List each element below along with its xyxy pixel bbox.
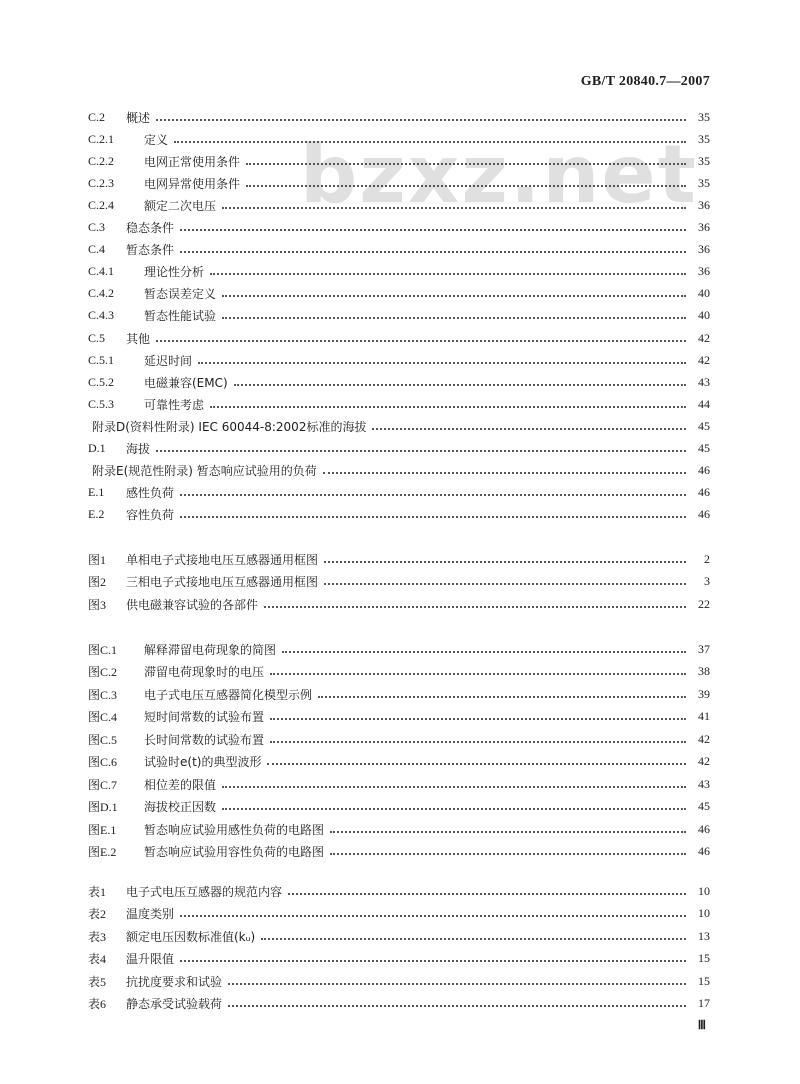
toc-entry[interactable] bbox=[88, 240, 710, 260]
dot-leader bbox=[180, 515, 686, 518]
entry-page-number: 46 bbox=[698, 844, 710, 858]
dot-leader bbox=[267, 762, 686, 765]
entry-title: 理论性分析 bbox=[144, 265, 205, 280]
entry-title: 电磁兼容(EMC) bbox=[144, 375, 228, 390]
entry-title: 附录D(资料性附录) IEC 60044-8:2002标准的海拔 bbox=[92, 419, 367, 434]
toc-entry[interactable] bbox=[88, 729, 710, 749]
dot-leader bbox=[180, 959, 686, 962]
dot-leader bbox=[270, 740, 686, 743]
dot-leader bbox=[270, 672, 686, 675]
toc-entry[interactable] bbox=[88, 572, 710, 592]
dot-leader bbox=[246, 162, 686, 165]
entry-page-number: 10 bbox=[698, 906, 710, 920]
watermark: bzxz.net bbox=[300, 128, 698, 221]
dot-leader bbox=[210, 405, 686, 408]
dot-leader bbox=[288, 892, 686, 895]
page-number: Ⅲ bbox=[697, 1018, 706, 1032]
entry-title: 供电磁兼容试验的各部件 bbox=[126, 597, 259, 612]
entry-page-number: 40 bbox=[698, 286, 710, 301]
entry-page-number: 2 bbox=[704, 551, 710, 566]
entry-page-number: 36 bbox=[698, 220, 710, 234]
entry-page-number: 3 bbox=[704, 574, 710, 588]
entry-page-number: 36 bbox=[698, 197, 710, 212]
entry-number: C.2.2 bbox=[88, 153, 115, 168]
entry-number: 图C.4 bbox=[88, 710, 118, 724]
entry-number: C.5.1 bbox=[88, 352, 115, 367]
entry-title: 暂态响应试验用感性负荷的电路图 bbox=[144, 822, 325, 837]
toc-entry[interactable] bbox=[88, 151, 710, 171]
toc-entry[interactable] bbox=[88, 842, 710, 862]
entry-page-number: 41 bbox=[698, 709, 710, 723]
entry-title: 电子式电压互感器简化模型示例 bbox=[144, 687, 313, 702]
toc-entry[interactable] bbox=[88, 195, 710, 215]
entry-page-number: 35 bbox=[698, 153, 710, 168]
dot-leader bbox=[156, 449, 686, 452]
entry-title: 滞留电荷现象时的电压 bbox=[144, 665, 265, 679]
dot-leader bbox=[246, 184, 686, 187]
dot-leader bbox=[234, 383, 686, 386]
dot-leader bbox=[222, 785, 686, 788]
dot-leader bbox=[210, 272, 686, 275]
entry-number: 表2 bbox=[88, 907, 107, 921]
entry-page-number: 43 bbox=[698, 374, 710, 389]
entry-title: 额定二次电压 bbox=[144, 198, 217, 213]
dot-leader bbox=[264, 605, 686, 608]
entry-number: C.2.3 bbox=[88, 175, 115, 190]
toc-entry[interactable] bbox=[88, 505, 710, 525]
entry-title: 容性负荷 bbox=[126, 508, 175, 523]
toc-entry[interactable] bbox=[88, 904, 710, 924]
toc-entry[interactable] bbox=[88, 461, 710, 481]
entry-number: 图C.6 bbox=[88, 755, 118, 769]
entry-title: 抗扰度要求和试验 bbox=[126, 974, 223, 989]
toc-entry[interactable] bbox=[88, 707, 710, 727]
entry-title: 试验时e(t)的典型波形 bbox=[144, 755, 262, 769]
entry-page-number: 13 bbox=[698, 928, 710, 943]
entry-page-number: 44 bbox=[698, 396, 710, 411]
dot-leader bbox=[330, 852, 686, 855]
entry-title: 电网正常使用条件 bbox=[144, 154, 241, 169]
entry-number: E.2 bbox=[88, 507, 105, 522]
dot-leader bbox=[222, 206, 686, 209]
entry-page-number: 46 bbox=[698, 821, 710, 836]
entry-page-number: 35 bbox=[698, 109, 710, 124]
dot-leader bbox=[156, 118, 686, 121]
dot-leader bbox=[330, 830, 686, 833]
dot-leader bbox=[228, 982, 686, 985]
entry-page-number: 46 bbox=[698, 485, 710, 500]
entry-title: 解释滞留电荷现象的简图 bbox=[144, 642, 277, 657]
entry-title: 电子式电压互感器的规范内容 bbox=[126, 884, 283, 899]
entry-page-number: 22 bbox=[698, 596, 710, 611]
entry-page-number: 42 bbox=[698, 754, 710, 768]
entry-number: 表3 bbox=[88, 929, 107, 944]
toc-entry[interactable] bbox=[88, 797, 710, 817]
entry-number: C.2.4 bbox=[88, 197, 115, 212]
entry-number: C.2 bbox=[88, 109, 106, 124]
entry-page-number: 42 bbox=[698, 731, 710, 746]
toc-entry[interactable] bbox=[88, 483, 710, 503]
dot-leader bbox=[324, 560, 686, 563]
entry-number: 表1 bbox=[88, 884, 107, 899]
entry-number: C.4.3 bbox=[88, 308, 115, 323]
entry-number: C.5.2 bbox=[88, 374, 115, 389]
entry-number: 表4 bbox=[88, 952, 107, 966]
entry-number: 图3 bbox=[88, 597, 107, 612]
dot-leader bbox=[198, 361, 686, 364]
toc-entry[interactable] bbox=[88, 926, 710, 946]
entry-number: 图D.1 bbox=[88, 800, 118, 814]
toc-entry[interactable] bbox=[88, 639, 710, 659]
entry-number: D.1 bbox=[88, 441, 106, 455]
entry-title: 短时间常数的试验布置 bbox=[144, 710, 265, 724]
entry-number: C.4 bbox=[88, 242, 106, 257]
entry-title: 长时间常数的试验布置 bbox=[144, 732, 265, 747]
entry-page-number: 46 bbox=[698, 507, 710, 522]
entry-page-number: 46 bbox=[698, 463, 710, 478]
toc-entry[interactable] bbox=[88, 594, 710, 614]
toc-entry[interactable] bbox=[88, 394, 710, 414]
entry-title: 温度类别 bbox=[126, 907, 175, 921]
entry-title: 相位差的限值 bbox=[144, 777, 217, 792]
dot-leader bbox=[228, 1004, 686, 1007]
entry-title: 海拔校正因数 bbox=[144, 800, 217, 814]
toc-entry[interactable] bbox=[88, 684, 710, 704]
toc-entry[interactable] bbox=[88, 328, 710, 348]
toc-entry[interactable] bbox=[88, 306, 710, 326]
entry-title: 温升限值 bbox=[126, 952, 175, 966]
toc-entry[interactable] bbox=[88, 416, 710, 436]
toc-entry[interactable] bbox=[88, 971, 710, 991]
entry-title: 感性负荷 bbox=[126, 486, 175, 501]
entry-number: 图E.1 bbox=[88, 822, 117, 837]
dot-leader bbox=[270, 717, 686, 720]
entry-number: C.5.3 bbox=[88, 396, 115, 411]
entry-page-number: 45 bbox=[698, 799, 710, 813]
toc-entry[interactable] bbox=[88, 350, 710, 370]
entry-title: 其他 bbox=[126, 331, 151, 346]
toc-entry[interactable] bbox=[88, 774, 710, 794]
toc-entry[interactable] bbox=[88, 819, 710, 839]
entry-title: 三相电子式接地电压互感器通用框图 bbox=[126, 575, 319, 589]
dot-leader bbox=[222, 316, 686, 319]
entry-title: 概述 bbox=[126, 110, 151, 125]
entry-number: 图2 bbox=[88, 575, 107, 589]
dot-leader bbox=[261, 937, 686, 940]
dot-leader bbox=[180, 250, 686, 253]
entry-title: 单相电子式接地电压互感器通用框图 bbox=[126, 552, 319, 567]
entry-title: 延迟时间 bbox=[144, 353, 193, 368]
entry-page-number: 35 bbox=[698, 175, 710, 190]
entry-page-number: 40 bbox=[698, 308, 710, 323]
entry-page-number: 39 bbox=[698, 686, 710, 701]
toc-entry[interactable] bbox=[88, 549, 710, 569]
entry-title: 静态承受试验载荷 bbox=[126, 997, 223, 1011]
entry-number: 图C.1 bbox=[88, 642, 118, 657]
entry-page-number: 38 bbox=[698, 664, 710, 678]
entry-number: C.4.1 bbox=[88, 264, 115, 279]
dot-leader bbox=[180, 493, 686, 496]
entry-number: 图1 bbox=[88, 552, 107, 567]
entry-title: 暂态条件 bbox=[126, 243, 175, 258]
entry-title: 电网异常使用条件 bbox=[144, 176, 241, 191]
entry-title: 海拔 bbox=[126, 442, 151, 456]
entry-page-number: 15 bbox=[698, 973, 710, 988]
entry-page-number: 45 bbox=[698, 418, 710, 433]
dot-leader bbox=[180, 228, 686, 231]
dot-leader bbox=[318, 695, 686, 698]
dot-leader bbox=[372, 427, 686, 430]
entry-number: 图C.2 bbox=[88, 665, 118, 679]
entry-page-number: 17 bbox=[698, 996, 710, 1010]
entry-page-number: 45 bbox=[698, 441, 710, 455]
entry-number: 表6 bbox=[88, 997, 107, 1011]
entry-title: 定义 bbox=[144, 132, 169, 147]
entry-title: 可靠性考虑 bbox=[144, 397, 205, 412]
dot-leader bbox=[222, 294, 686, 297]
toc-entry[interactable] bbox=[88, 881, 710, 901]
toc-entry[interactable] bbox=[88, 994, 710, 1014]
toc-entry[interactable] bbox=[88, 218, 710, 238]
entry-title: 暂态误差定义 bbox=[144, 287, 217, 302]
dot-leader bbox=[222, 807, 686, 810]
entry-number: C.5 bbox=[88, 330, 106, 345]
dot-leader bbox=[323, 471, 686, 474]
entry-number: C.3 bbox=[88, 220, 106, 234]
toc-entry[interactable] bbox=[88, 372, 710, 392]
dot-leader bbox=[324, 582, 686, 585]
entry-title: 稳态条件 bbox=[126, 221, 175, 235]
entry-page-number: 15 bbox=[698, 951, 710, 965]
toc-entry[interactable] bbox=[88, 173, 710, 193]
entry-page-number: 36 bbox=[698, 264, 710, 279]
entry-page-number: 43 bbox=[698, 776, 710, 791]
entry-page-number: 36 bbox=[698, 242, 710, 257]
toc-entry[interactable] bbox=[88, 662, 710, 682]
entry-page-number: 37 bbox=[698, 641, 710, 656]
toc-entry[interactable] bbox=[88, 107, 710, 127]
toc-entry[interactable] bbox=[88, 949, 710, 969]
toc-entry[interactable] bbox=[88, 262, 710, 282]
toc-entry[interactable] bbox=[88, 752, 710, 772]
entry-title: 额定电压因数标准值(kᵤ) bbox=[126, 929, 256, 944]
dot-leader bbox=[282, 650, 686, 653]
entry-page-number: 35 bbox=[698, 131, 710, 146]
entry-number: 表5 bbox=[88, 974, 107, 989]
entry-page-number: 42 bbox=[698, 352, 710, 367]
entry-page-number: 10 bbox=[698, 883, 710, 898]
entry-page-number: 42 bbox=[698, 330, 710, 345]
entry-number: 图C.7 bbox=[88, 777, 118, 792]
entry-title: 暂态性能试验 bbox=[144, 309, 217, 324]
entry-number: 图C.3 bbox=[88, 687, 118, 702]
dot-leader bbox=[174, 140, 686, 143]
entry-number: E.1 bbox=[88, 485, 105, 500]
dot-leader bbox=[156, 339, 686, 342]
entry-title: 暂态响应试验用容性负荷的电路图 bbox=[144, 845, 325, 859]
document-id: GB/T 20840.7—2007 bbox=[580, 74, 710, 89]
toc-entry[interactable] bbox=[88, 129, 710, 149]
entry-number: C.2.1 bbox=[88, 131, 115, 146]
toc-entry[interactable] bbox=[88, 439, 710, 459]
entry-title: 附录E(规范性附录) 暂态响应试验用的负荷 bbox=[92, 464, 317, 479]
toc-entry[interactable] bbox=[88, 284, 710, 304]
entry-number: 图C.5 bbox=[88, 732, 118, 747]
dot-leader bbox=[180, 914, 686, 917]
entry-number: 图E.2 bbox=[88, 845, 117, 859]
entry-number: C.4.2 bbox=[88, 286, 115, 301]
